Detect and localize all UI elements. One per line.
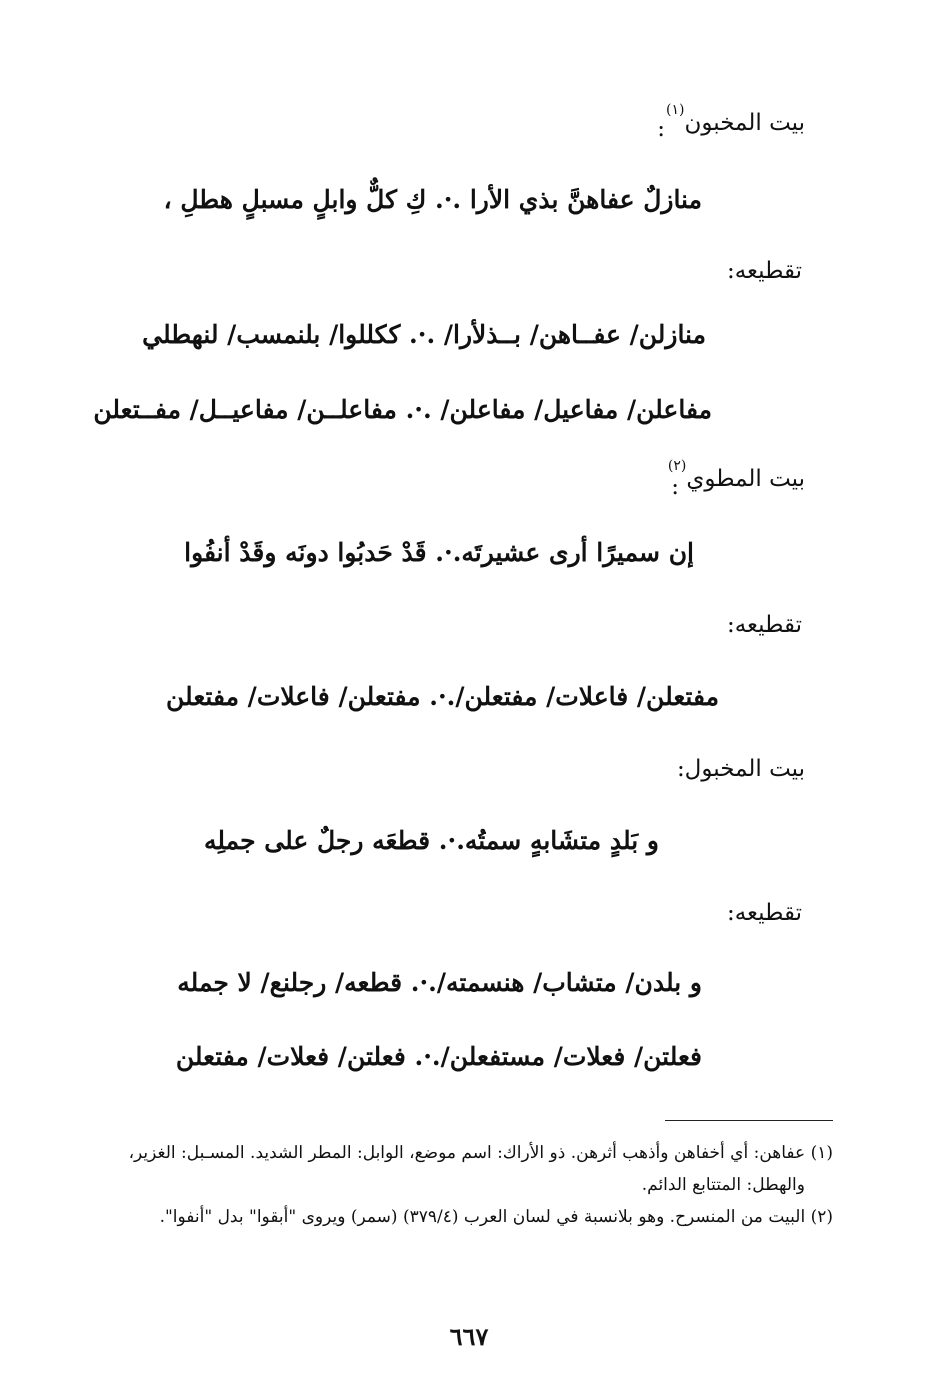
section-2-heading: بيت المطوي$^{(٢)}$ — [667, 458, 805, 492]
section-1-verse: منازلٌ عفاهنَّ بذي الأرا .·. كِ كلٌّ وابلٍ مسبلٍ هطلِ ، — [163, 185, 702, 214]
section-2-scansion-line-1: مفتعلن/ فاعلات/ مفتعلن/.·. مفتعلن/ فاعلات/ مفتعلن — [166, 682, 719, 711]
section-2-scansion-label: تقطيعه: — [726, 612, 802, 638]
footnote-1-line-2: والهطل: المتتابع الدائم. — [641, 1175, 805, 1195]
section-2-heading-colon: : — [671, 474, 679, 500]
footnote-2: (٢) البيت من المنسرح. وهو بلانسبة في لسان العرب (٣٧٩/٤) (سمر) ويروى "أبقوا" بدل "أنفوا". — [159, 1207, 833, 1227]
section-3-heading: بيت المخبول: — [676, 756, 805, 782]
section-3-scansion-label: تقطيعه: — [726, 900, 802, 926]
section-1-heading: بيت المخبون$^{(١)}$ — [666, 102, 805, 136]
footnote-1-line-1: (١) عفاهن: أي أخفاهن وأذهب أثرهن. ذو الأراك: اسم موضع، الوابل: المطر الشديد. المسـبل: الغزير، — [128, 1143, 833, 1163]
section-3-scansion-line-1: و بلدن/ متشاب/ هنسمته/.·. قطعه/ رجلنع/ لا جمله — [177, 968, 702, 997]
section-1-scansion-line-1: منازلن/ عفــاهن/ بــذلأرا/ .·. ككللوا/ بلنمسب/ لنهطلي — [142, 320, 706, 349]
footnote-ref-2: (٢) — [667, 458, 687, 474]
footnote-ref-1: (١) — [666, 102, 685, 118]
section-2-verse: إن سميرًا أرى عشيرتَه.·. قَدْ حَدبُوا دونَه وقَدْ أنفُوا — [184, 538, 694, 567]
section-1-scansion-label: تقطيعه: — [726, 258, 802, 284]
section-1-scansion-line-2: مفاعلن/ مفاعيل/ مفاعلن/ .·. مفاعلــن/ مفاعيــل/ مفــتعلن — [93, 395, 712, 424]
section-3-verse: و بَلدٍ متشَابهٍ سمتُه.·. قطعَه رجلٌ على جملِه — [203, 826, 659, 855]
section-1-heading-colon: : — [657, 116, 665, 142]
footnote-separator — [665, 1120, 833, 1121]
section-3-scansion-line-2: فعلتن/ فعلات/ مستفعلن/.·. فعلتن/ فعلات/ مفتعلن — [175, 1042, 702, 1071]
page-number: ٦٦٧ — [449, 1322, 489, 1351]
